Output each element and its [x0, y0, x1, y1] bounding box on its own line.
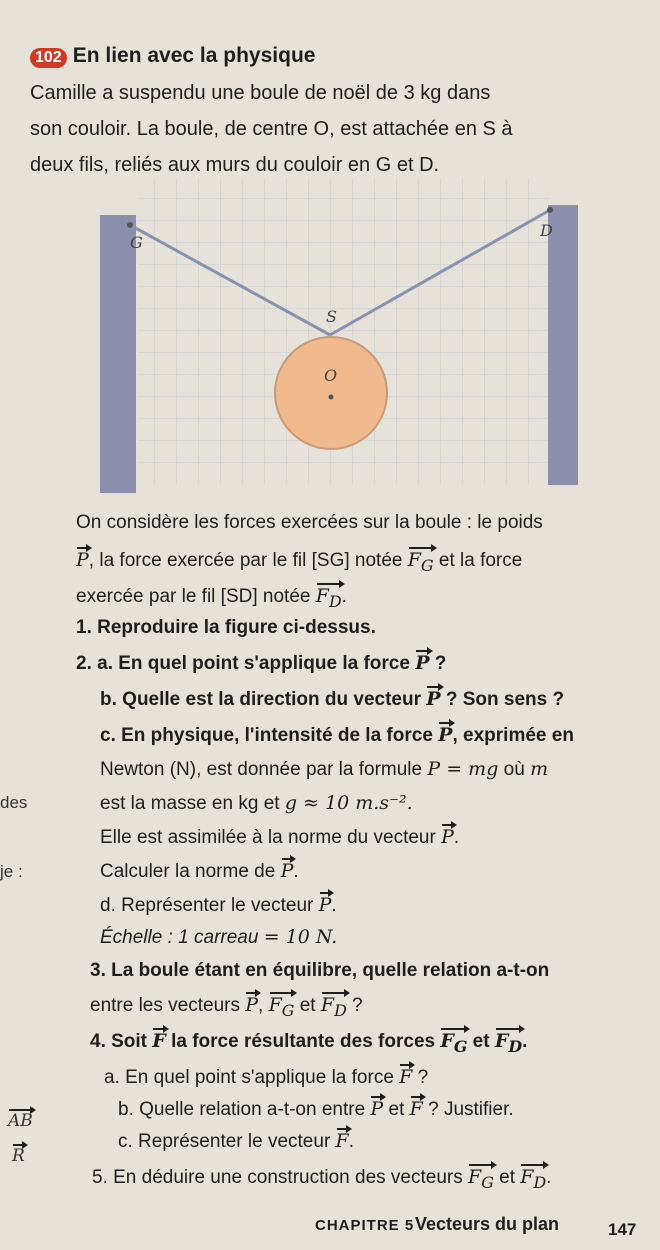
question-2c-line-5: Calculer la norme de P.	[100, 860, 299, 882]
left-wall	[100, 215, 136, 493]
intro-line-1: Camille a suspendu une boule de noël de 3 kg dans	[30, 82, 491, 104]
point-g-marker	[127, 222, 133, 228]
label-d: D	[540, 221, 553, 240]
body-line-3-text: exercée par le fil [SD] notée	[76, 586, 311, 607]
vector-fg: $F_G$	[268, 994, 295, 1020]
intro-line-3: deux fils, reliés aux murs du couloir en G et D.	[30, 154, 440, 176]
question-4a: a. En quel point s'applique la force F ?	[104, 1066, 429, 1088]
margin-note-ab: AB	[8, 1111, 33, 1131]
question-2c-line-4: Elle est assimilée à la norme du vecteur P.	[100, 826, 460, 848]
page-number: 147	[608, 1220, 637, 1239]
question-3-line-2: entre les vecteurs P, $F_G$ et $F_D$ ?	[90, 994, 363, 1020]
vector-fd: $F_D$	[315, 585, 342, 611]
vector-f: F	[409, 1098, 423, 1120]
margin-note-r: R	[12, 1146, 25, 1166]
vector-f: F	[335, 1130, 349, 1152]
margin-note-des: des	[0, 793, 28, 812]
body-line-3: exercée par le fil [SD] notée $F_D$.	[76, 585, 347, 611]
body-line-2-text: , la force exercée par le fil [SG] notée	[88, 550, 403, 571]
margin-note-je: je :	[0, 862, 23, 881]
vector-p: P	[438, 724, 453, 746]
question-2b: b. Quelle est la direction du vecteur P ? Son sens ?	[100, 688, 565, 710]
intro-line-2: son couloir. La boule, de centre O, est attachée en S à	[30, 118, 513, 140]
question-4b: b. Quelle relation a-t-on entre P et F ? Justifier.	[118, 1098, 514, 1120]
label-g: G	[130, 233, 143, 252]
christmas-ball	[275, 337, 387, 449]
vector-p: P	[245, 994, 259, 1016]
question-2a: 2. a. En quel point s'applique la force P ?	[76, 652, 447, 674]
body-line-1: On considère les forces exercées sur la boule : le poids	[76, 512, 543, 533]
vector-p: P	[76, 549, 89, 571]
vector-f: F	[399, 1066, 413, 1088]
question-2c-line-2: Newton (N), est donnée par la formule P = mg où m	[100, 758, 549, 780]
vector-fg: $F_G$	[407, 549, 434, 575]
center-o-marker	[329, 395, 334, 400]
vector-f: F	[152, 1030, 166, 1052]
footer-chapter: CHAPITRE 5	[315, 1217, 415, 1234]
vector-p: P	[426, 688, 441, 710]
vector-fg: $F_G$	[440, 1030, 468, 1056]
vector-p: P	[318, 894, 332, 916]
point-d-marker	[547, 207, 553, 213]
exercise-title: En lien avec la physique	[72, 44, 316, 67]
vector-p: P	[441, 826, 454, 848]
label-s: S	[326, 307, 337, 326]
question-5: 5. En déduire une construction des vecteurs $F_G$ et $F_D$.	[92, 1166, 552, 1192]
vector-p: P	[415, 652, 430, 674]
body-line-2	[76, 549, 522, 575]
question-4c: c. Représenter le vecteur F.	[118, 1130, 355, 1152]
right-wall	[548, 205, 578, 485]
label-o: O	[324, 366, 338, 385]
scale-note: Échelle : 1 carreau = 10 N.	[100, 926, 338, 948]
question-3: 3. La boule étant en équilibre, quelle relation a-t-on	[90, 960, 550, 981]
question-1: 1. Reproduire la figure ci-dessus.	[76, 617, 376, 638]
question-2d: d. Représenter le vecteur P.	[100, 894, 337, 916]
question-4: 4. Soit F la force résultante des forces $F_G$ et $F_D$.	[90, 1030, 528, 1056]
vector-fd: $F_D$	[520, 1166, 547, 1192]
body-line-2-end: et la force	[438, 550, 523, 571]
question-2c: c. En physique, l'intensité de la force P, exprimée en	[100, 724, 574, 746]
vector-p: P	[280, 860, 294, 882]
vector-fd: $F_D$	[320, 994, 347, 1020]
vector-p: P	[370, 1098, 384, 1120]
exercise-number: 102	[30, 48, 67, 68]
question-2c-line-3: est la masse en kg et g ≈ 10 m.s⁻².	[100, 792, 413, 814]
vector-fg: $F_G$	[468, 1166, 494, 1192]
vector-fd: $F_D$	[494, 1030, 523, 1056]
footer-chapter-title: Vecteurs du plan	[415, 1214, 560, 1234]
